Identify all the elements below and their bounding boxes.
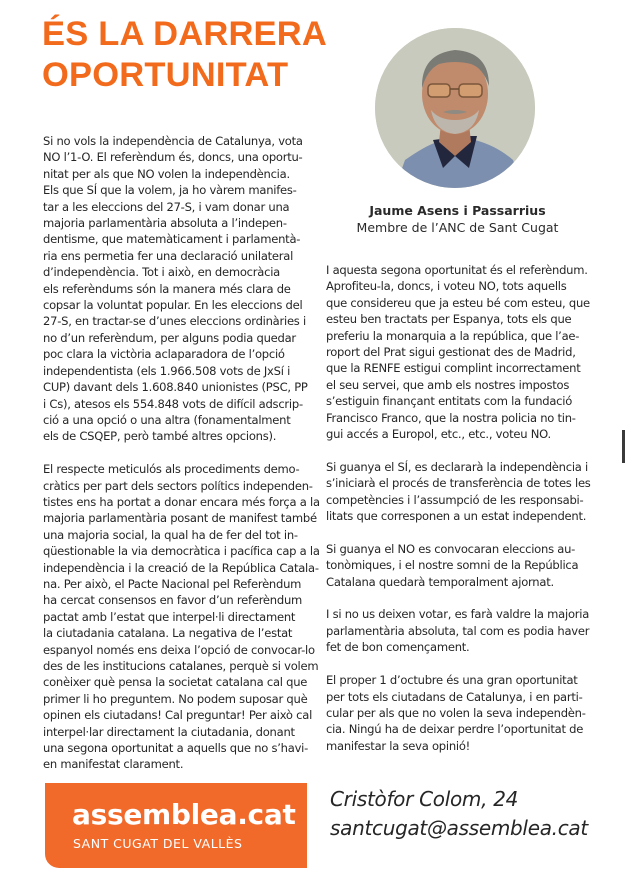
contact-address: Cristòfor Colom, 24 [330, 787, 519, 811]
text-line: s’iniciarà el procés de transferència de totes les [326, 476, 591, 491]
text-line: independència i la creació de la República Catala- [43, 560, 319, 575]
text-line: primer li ho preguntem. No podem suposar què [43, 691, 308, 706]
paragraph [326, 459, 606, 525]
text-line: Si guanya el NO es convocaran eleccions au- [326, 541, 576, 556]
author-name: Jaume Asens i Passarrius [369, 203, 546, 218]
text-line: majoria parlamentària posant de manifest també [43, 511, 317, 526]
text-line: s’estiguin finançant entitats com la fundació [326, 394, 573, 409]
text-line: tonòmiques, i el nostre somni de la República [326, 558, 579, 573]
text-line: cràtics per part dels sectors polítics independen- [43, 478, 313, 493]
article-right-column [326, 262, 606, 771]
text-line: espanyol només ens deixa l’opció de convocar-lo [43, 642, 315, 657]
paragraph [43, 133, 315, 445]
text-line: Francisco Franco, que la nostra policia no tin- [326, 410, 576, 425]
text-line: conèixer què pensa la societat catalana cal que [43, 675, 308, 690]
text-line: dentisme, que matemàticament i parlamentà- [43, 232, 301, 247]
article-left-column [43, 133, 320, 789]
contact-email: santcugat@assemblea.cat [330, 816, 588, 840]
author-byline [330, 202, 585, 236]
paragraph [326, 541, 606, 590]
text-line: gui accés a Europol, etc., etc., voteu NO. [326, 427, 551, 442]
text-line: esteu ben tractats per Espanya, tots els que [326, 312, 572, 327]
text-line: cular per als que no volen la seva independèn- [326, 705, 586, 720]
text-line: litats que corresponen a un estat independent. [326, 509, 587, 524]
paragraph [326, 606, 606, 655]
text-line: copsar la voluntat popular. En les eleccions del [43, 298, 303, 313]
text-line: El respecte meticulós als procediments demo- [43, 462, 300, 477]
text-line: en manifestat clarament. [43, 757, 184, 772]
paragraph [43, 461, 320, 773]
contact-info [330, 785, 588, 843]
text-line: d’independència. Tot i això, en democràcia [43, 265, 280, 280]
text-line: majoria parlamentària absoluta a l’indepen- [43, 216, 287, 231]
paragraph [326, 262, 606, 442]
headline-line-1: ÉS LA DARRERA [42, 15, 328, 53]
text-line: els de CSQEP, però també altres opcions). [43, 429, 277, 444]
text-line: interpel·lar directament la ciutadania, donant [43, 724, 295, 739]
text-line: des de les institucions catalanes, perquè si volem [43, 658, 319, 673]
text-line: Catalana quedarà temporalment ajornat. [326, 574, 554, 589]
text-line: na. Per això, el Pacte Nacional pel Referèndum [43, 576, 302, 591]
text-line: manifestar la seva opinió! [326, 738, 471, 753]
headline-line-2: OPORTUNITAT [42, 56, 289, 94]
text-line: una majoria social, la qual ha de fer del tot in- [43, 527, 298, 542]
text-line: NO l’1-O. El referèndum és, doncs, una oportu- [43, 150, 303, 165]
text-line: Aprofiteu-la, doncs, i voteu NO, tots aquells [326, 279, 567, 294]
text-line: el seu servei, que amb els nostres impostos [326, 377, 570, 392]
text-line: i Cs), atesos els 554.848 vots de difícil adscrip- [43, 396, 303, 411]
logo-subtitle: SANT CUGAT DEL VALLÈS [73, 836, 243, 851]
text-line: que la RENFE estigui complint incorrectament [326, 361, 581, 376]
text-line: opinen els ciutadans! Cal preguntar! Per això cal [43, 708, 313, 723]
text-line: tistes ens ha portat a donar encara més força a la [43, 494, 320, 509]
paragraph [326, 672, 606, 754]
portrait-photo-icon [375, 28, 535, 188]
text-line: I aquesta segona oportunitat és el referèndum. [326, 263, 588, 277]
text-line: que considereu que ja esteu bé com esteu, que [326, 295, 590, 310]
text-line: independentista (els 1.966.508 vots de JxSí i [43, 363, 291, 378]
text-line: parlamentària absoluta, tal com es podia haver [326, 623, 590, 638]
text-line: qüestionable la via democràtica i pacífica cap a la [43, 544, 320, 559]
text-line: ció a una opció o una altra (fonamentalment [43, 412, 291, 427]
text-line: tar a les eleccions del 27-S, i vam donar una [43, 199, 290, 214]
text-line: 27-S, en tractar-se d’unes eleccions ordinàries i [43, 314, 306, 329]
text-line: El proper 1 d’octubre és una gran oportunitat [326, 673, 578, 688]
text-line: poc clara la victòria aclaparadora de l’opció [43, 347, 285, 362]
text-line: fet de bon començament. [326, 640, 470, 655]
text-line: ria ens permetia fer una declaració unilateral [43, 248, 294, 263]
text-line: la ciutadania catalana. La negativa de l’estat [43, 626, 293, 641]
text-line: ha cercat consensos en favor d’un referèndum [43, 593, 303, 608]
text-line: Si guanya el SÍ, es declararà la independència i [326, 459, 588, 474]
text-line: Si no vols la independència de Catalunya, vota [43, 134, 303, 148]
text-line: no d’un referèndum, per alguns podia quedar [43, 330, 296, 345]
text-line: preferiu la monarquia a la república, que l’ae- [326, 328, 580, 343]
assemblea-logo [45, 783, 307, 868]
text-line: competències i l’assumpció de les responsabi- [326, 492, 584, 507]
text-line: Els que SÍ que la volem, ja ho vàrem manifes- [43, 183, 297, 198]
author-role: Membre de l’ANC de Sant Cugat [356, 220, 559, 235]
logo-wordmark: assemblea.cat [72, 798, 296, 831]
headline [42, 14, 362, 96]
text-line: per tots els ciutadans de Catalunya, i en parti- [326, 689, 583, 704]
text-line: roport del Prat sigui gestionat des de Madrid, [326, 345, 576, 360]
author-portrait [375, 28, 535, 188]
text-line: nitat per als que NO volen la independència. [43, 166, 290, 181]
text-line: els referèndums són la manera més clara de [43, 281, 291, 296]
text-line: I si no us deixen votar, es farà valdre la majoria [326, 607, 590, 622]
text-line: CUP) davant dels 1.608.840 unionistes (PSC, PP [43, 380, 308, 395]
text-line: pactat amb l’estat que interpel·li directament [43, 609, 296, 624]
text-line: cia. Ningú ha de deixar perdre l’oportunitat de [326, 722, 584, 737]
text-line: una segona oportunitat a aquells que no s’havi- [43, 741, 309, 756]
